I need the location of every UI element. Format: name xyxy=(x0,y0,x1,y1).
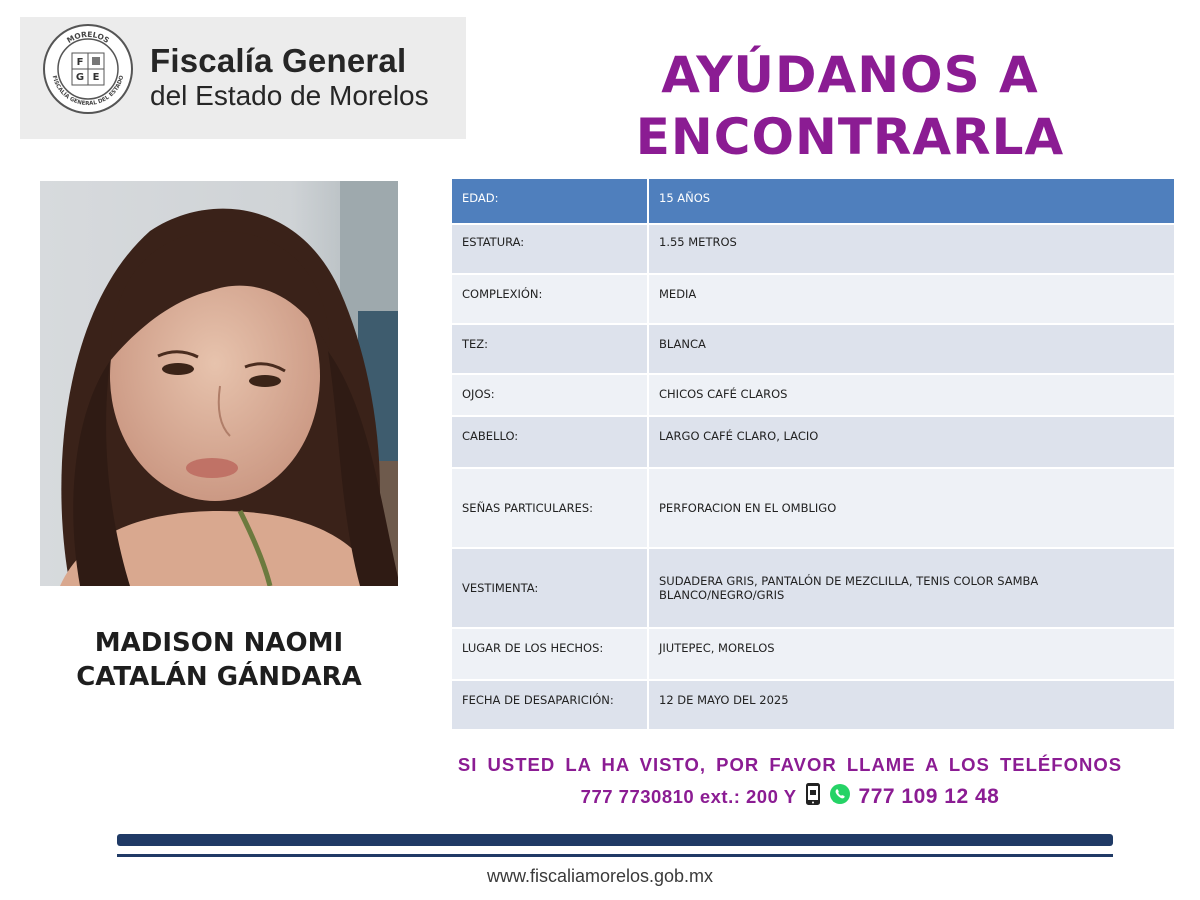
person-name-line-1: MADISON NAOMI xyxy=(94,628,344,658)
details-row-clothing xyxy=(451,548,1175,628)
details-row-marks xyxy=(451,468,1175,548)
person-name xyxy=(40,626,398,694)
detail-value: 12 DE MAYO DEL 2025 xyxy=(648,680,1175,730)
headline-line-2: ENCONTRARLA xyxy=(635,108,1065,166)
detail-value xyxy=(648,548,1175,628)
detail-label: ESTATURA: xyxy=(451,224,648,274)
detail-label: TEZ: xyxy=(451,324,648,374)
detail-value: BLANCA xyxy=(648,324,1175,374)
detail-label: OJOS: xyxy=(451,374,648,416)
footer-divider-thick xyxy=(117,834,1113,846)
detail-label: COMPLEXIÓN: xyxy=(451,274,648,324)
detail-value: JIUTEPEC, MORELOS xyxy=(648,628,1175,680)
details-row-eyes xyxy=(451,374,1175,416)
footer xyxy=(0,866,1200,887)
detail-label: FECHA DE DESAPARICIÓN: xyxy=(451,680,648,730)
detail-value: CHICOS CAFÉ CLAROS xyxy=(648,374,1175,416)
detail-label: CABELLO: xyxy=(451,416,648,468)
details-row-build xyxy=(451,274,1175,324)
phone-number-office[interactable]: 777 7730810 ext.: 200 Y xyxy=(580,785,797,807)
details-row-location xyxy=(451,628,1175,680)
detail-value: 15 AÑOS xyxy=(648,178,1175,224)
detail-label: LUGAR DE LOS HECHOS: xyxy=(451,628,648,680)
detail-value-line-1: SUDADERA GRIS, PANTALÓN DE MEZCLILLA, TENIS COLOR SAMBA xyxy=(659,574,1039,588)
person-details-table xyxy=(450,177,1176,731)
footer-divider-thin xyxy=(117,854,1113,857)
seal-letter-e: E xyxy=(92,72,100,83)
details-row-height xyxy=(451,224,1175,274)
contact-phones xyxy=(450,782,1130,811)
headline-line-1: AYÚDANOS A xyxy=(661,46,1039,104)
detail-value-line-2: BLANCO/NEGRO/GRIS xyxy=(659,588,785,602)
agency-logo xyxy=(20,17,466,139)
website-link[interactable]: www.fiscaliamorelos.gob.mx xyxy=(486,866,714,886)
detail-label: VESTIMENTA: xyxy=(451,548,648,628)
seal-top-text: MORELOS xyxy=(65,29,111,45)
details-row-age xyxy=(451,178,1175,224)
person-name-line-2: CATALÁN GÁNDARA xyxy=(76,662,362,692)
details-row-date xyxy=(451,680,1175,730)
headline xyxy=(600,44,1100,168)
mobile-phone-icon xyxy=(805,782,821,811)
seal-bottom-text: FISCALÍA GENERAL DEL ESTADO xyxy=(50,74,126,108)
detail-value: MEDIA xyxy=(648,274,1175,324)
agency-name: Fiscalía General xyxy=(150,42,407,79)
details-row-hair xyxy=(451,416,1175,468)
detail-value: PERFORACION EN EL OMBLIGO xyxy=(648,468,1175,548)
detail-label: EDAD: xyxy=(451,178,648,224)
phone-number-whatsapp[interactable]: 777 109 12 48 xyxy=(858,784,1000,808)
seal-letter-g: G xyxy=(75,72,85,83)
whatsapp-icon xyxy=(829,783,851,810)
seal-letter-f: F xyxy=(76,57,84,68)
detail-value: LARGO CAFÉ CLARO, LACIO xyxy=(648,416,1175,468)
missing-person-photo xyxy=(40,181,398,586)
contact-prompt: SI USTED LA HA VISTO, POR FAVOR LLAME A LOS TELÉFONOS xyxy=(457,754,1123,775)
agency-subtitle: del Estado de Morelos xyxy=(150,80,429,111)
details-row-complexion xyxy=(451,324,1175,374)
detail-label: SEÑAS PARTICULARES: xyxy=(451,468,648,548)
detail-value: 1.55 METROS xyxy=(648,224,1175,274)
